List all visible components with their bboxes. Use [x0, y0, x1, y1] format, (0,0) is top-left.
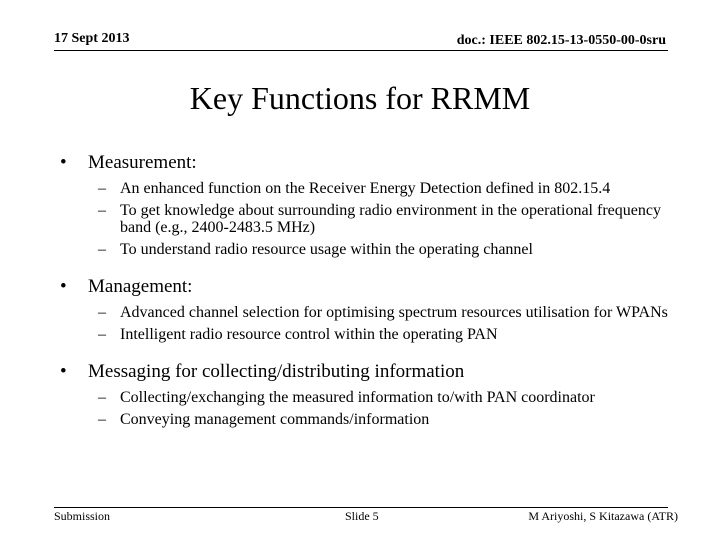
list-item — [98, 411, 670, 428]
bullet-icon: • — [60, 276, 67, 297]
sub-list — [98, 389, 670, 428]
list-item — [98, 304, 670, 321]
header-date: 17 Sept 2013 — [54, 31, 130, 46]
list-item — [98, 241, 670, 258]
slide-body — [60, 150, 670, 444]
slide-title: Key Functions for RRMM — [189, 80, 531, 116]
header-doc-id: doc.: IEEE 802.15-13-0550-00-0sru — [456, 33, 666, 48]
list-item-text: Advanced channel selection for optimising spectrum resources utilisation for WPANs — [120, 304, 668, 321]
footer-submission: Submission — [54, 509, 111, 523]
section-heading: Measurement: — [88, 152, 197, 173]
footer-authors: M Ariyoshi, S Kitazawa (ATR) — [528, 509, 678, 523]
list-item-text: To get knowledge about surrounding radio environment in the operational frequency band (e.g., 2400-2483.5 MHz) — [120, 202, 661, 236]
section-messaging — [60, 359, 670, 428]
dash-icon: – — [98, 241, 106, 258]
bullet-icon: • — [60, 152, 67, 173]
sub-list — [98, 180, 670, 258]
header-divider — [54, 50, 668, 51]
sub-list — [98, 304, 670, 343]
dash-icon: – — [98, 389, 106, 406]
list-item — [98, 326, 670, 343]
bullet-icon: • — [60, 361, 67, 382]
section-management — [60, 274, 670, 343]
list-item-text: To understand radio resource usage within the operating channel — [120, 241, 533, 258]
dash-icon: – — [98, 411, 106, 428]
list-item-text: Intelligent radio resource control within the operating PAN — [120, 326, 498, 343]
footer-slide-number: Slide 5 — [345, 509, 379, 523]
section-measurement — [60, 150, 670, 258]
list-item-text: Collecting/exchanging the measured information to/with PAN coordinator — [120, 389, 595, 406]
list-item-text: An enhanced function on the Receiver Energy Detection defined in 802.15.4 — [120, 180, 611, 197]
dash-icon: – — [98, 202, 106, 219]
dash-icon: – — [98, 180, 106, 197]
list-item-text: Conveying management commands/information — [120, 411, 430, 428]
list-item — [98, 202, 670, 236]
section-heading: Management: — [88, 276, 193, 297]
section-heading: Messaging for collecting/distributing information — [88, 361, 465, 382]
list-item — [98, 180, 670, 197]
dash-icon: – — [98, 326, 106, 343]
footer-divider — [54, 507, 668, 508]
list-item — [98, 389, 670, 406]
dash-icon: – — [98, 304, 106, 321]
